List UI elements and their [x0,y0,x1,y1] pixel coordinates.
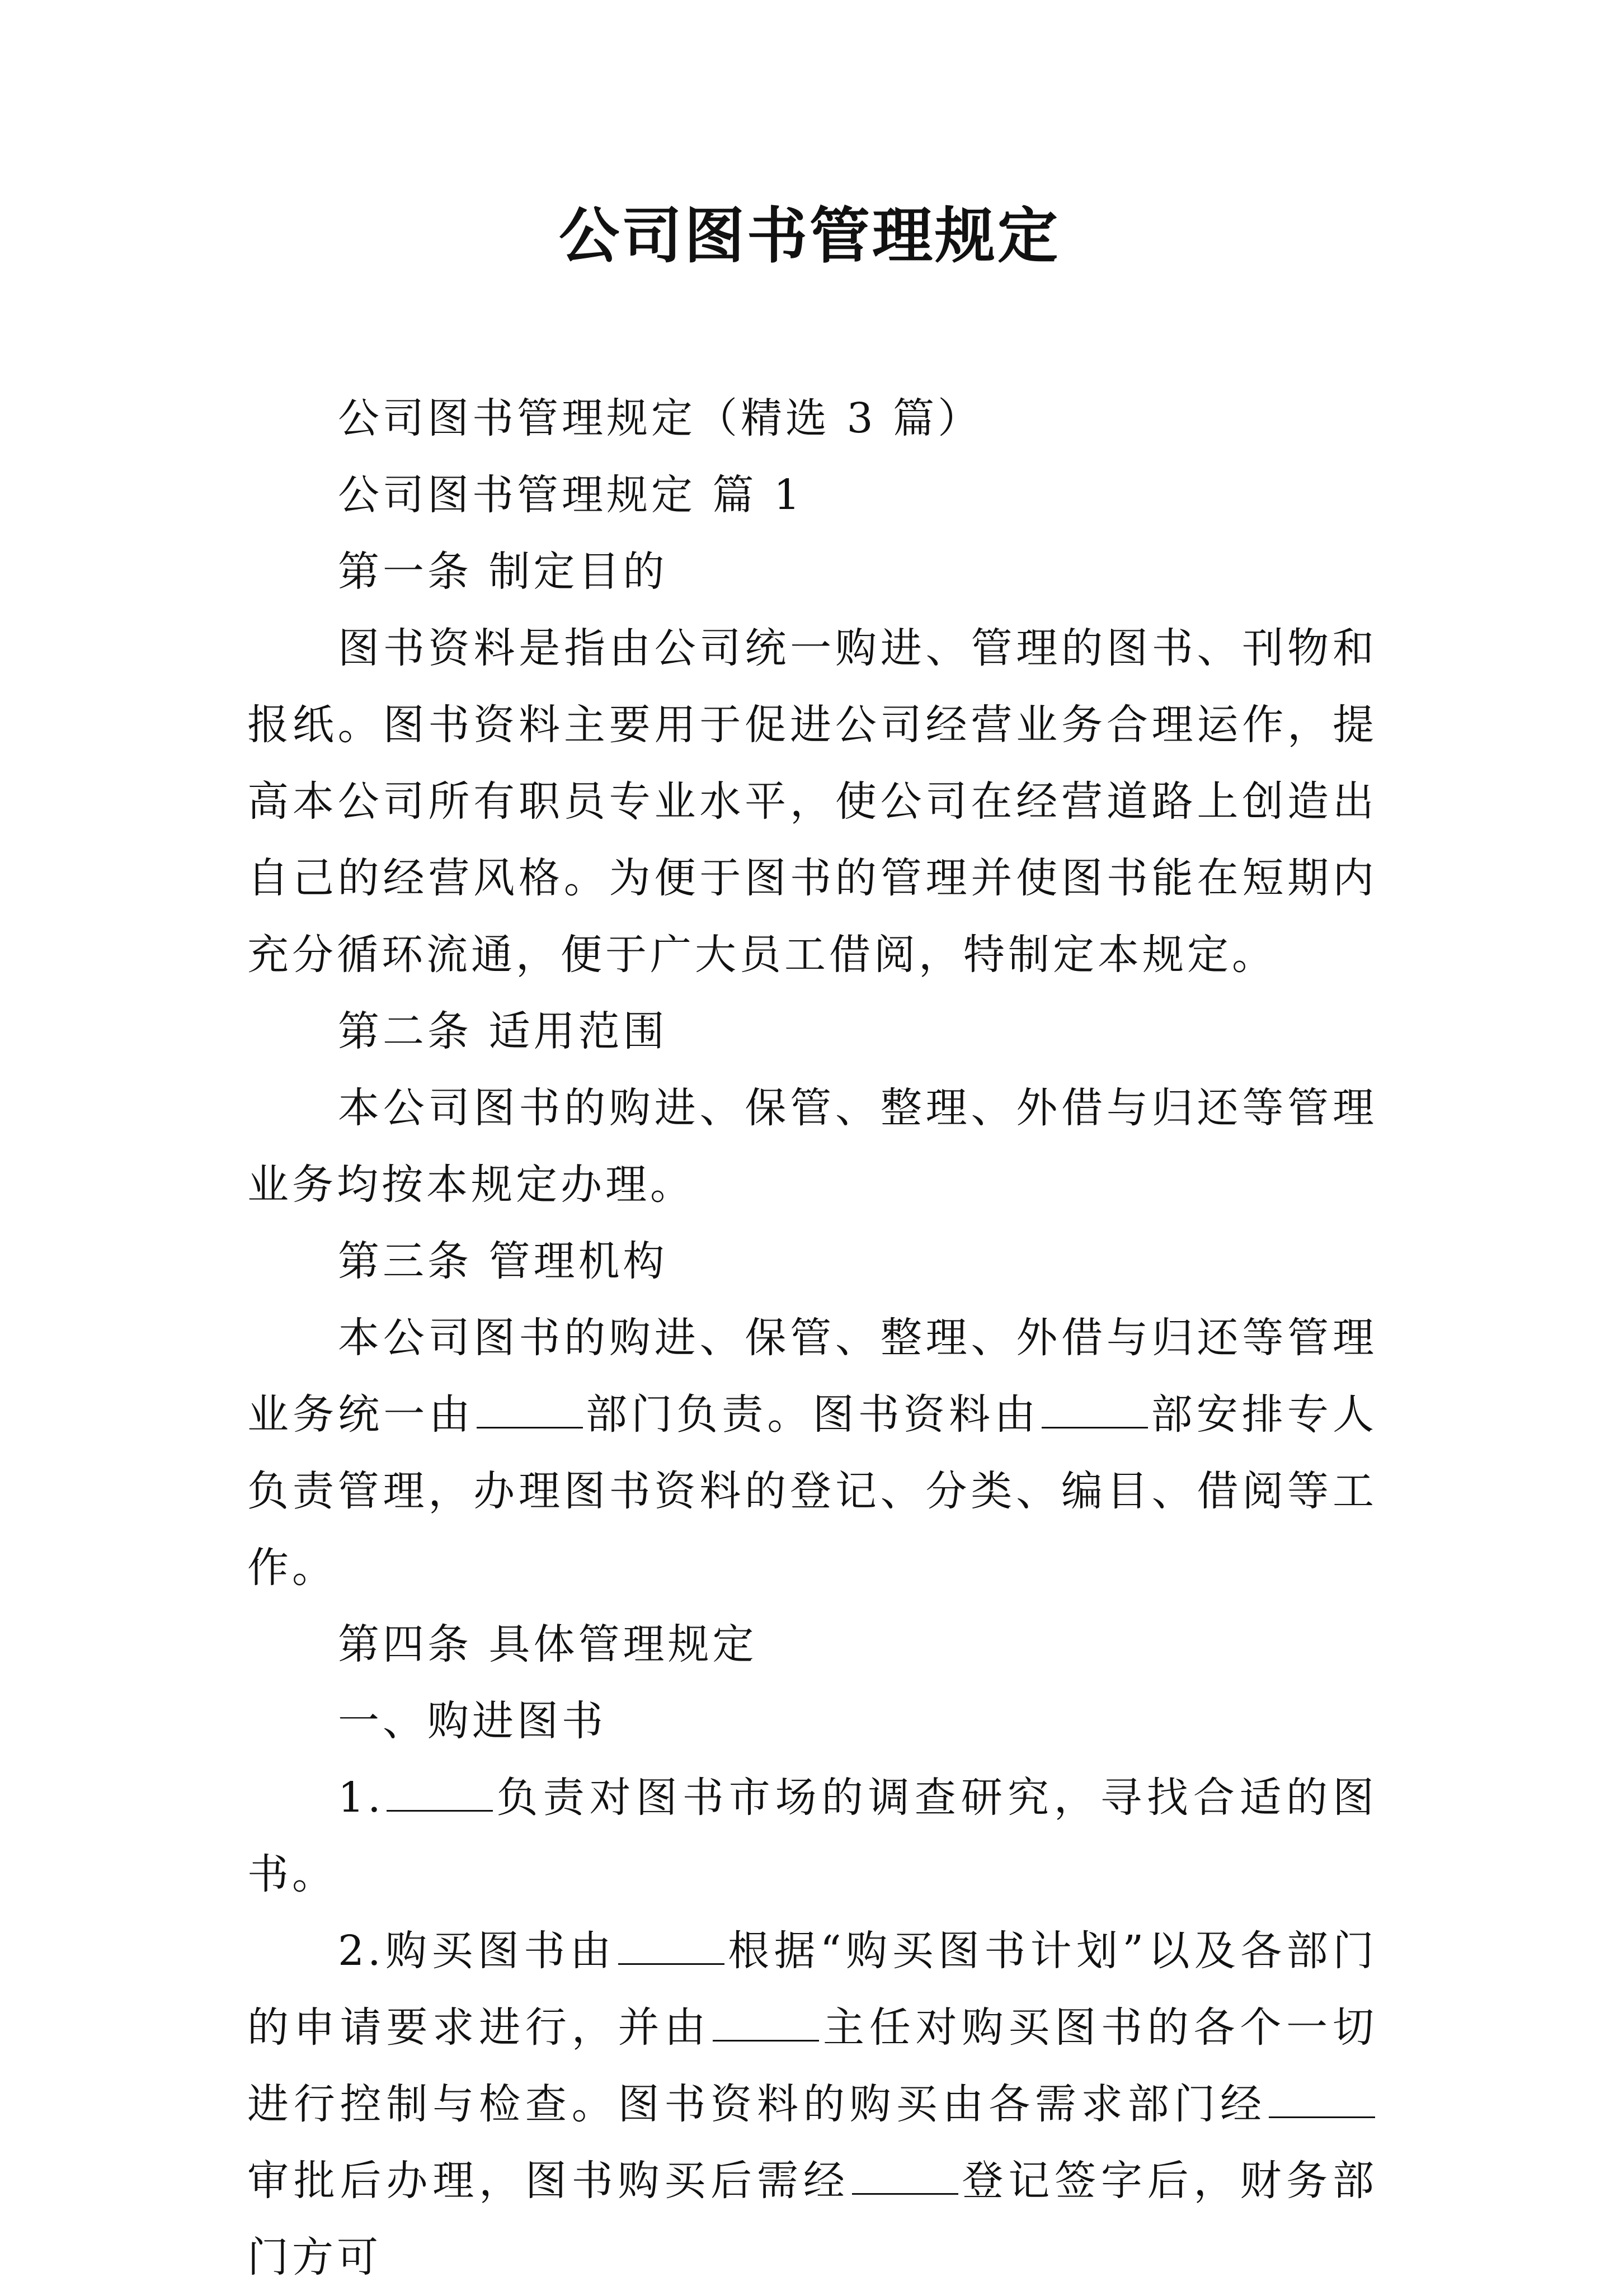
paragraph-section-heading [247,457,1377,534]
document-title: 公司图书管理规定 [558,201,1060,271]
text-segment: 主任对购买图书的各个一切进行控制与检查。图书资料的购买由各需求部门经 [247,2003,1378,2128]
text-segment: 部门负责。图书资料由 [585,1390,1040,1439]
text-segment: 根据“购买图书计划”以及各部门的申请要求进行，并由 [247,1927,1377,2052]
text-segment: 公司图书管理规定（精选 3 篇） [338,394,983,442]
list-item-1 [247,1760,1377,1913]
paragraph-subtitle [247,380,1377,457]
text-segment: 第二条 适用范围 [338,1007,668,1055]
text-segment: 第一条 制定目的 [338,548,668,596]
text-segment: 公司图书管理规定 篇 1 [338,471,804,519]
text-segment: 2.购买图书由 [338,1927,616,1975]
fill-in-blank [387,1809,493,1812]
fill-in-blank [1042,1426,1148,1428]
text-segment: 部安排专人负责管理，办理图书资料的登记、分类、编目、借阅等工作。 [247,1390,1378,1592]
article-1-body [247,610,1377,993]
text-segment: 本公司图书的购进、保管、整理、外借与归还等管理业务统一由 [247,1314,1377,1439]
article-1-heading [247,534,1377,610]
fill-in-blank [852,2193,958,2195]
text-segment: 审批后办理，图书购买后需经 [247,2157,850,2205]
text-segment: 图书资料是指由公司统一购进、管理的图书、刊物和报纸。图书资料主要用于促进公司经营业务合理运作，提高本公司所有职员专业水平，使公司在经营道路上创造出自己的经营风格。为便于图书的管理并使图书能在短期内充分循环流通，便于广大员工借阅，特制定本规定。 [247,624,1377,979]
document-body [247,380,1377,2296]
article-3-heading [247,1223,1377,1300]
subsection-heading [247,1683,1377,1760]
article-4-heading [247,1606,1377,1683]
article-2-body [247,1070,1377,1223]
text-segment: 一、购进图书 [338,1697,606,1745]
text-segment: 负责对图书市场的调查研究，寻找合适的图书。 [247,1774,1377,1898]
list-item-2 [247,1913,1377,2296]
text-segment: 1. [338,1774,384,1822]
fill-in-blank [713,2039,819,2042]
text-segment: 第三条 管理机构 [338,1237,668,1285]
article-3-body [247,1300,1377,1606]
fill-in-blank [618,1963,724,1965]
text-segment: 本公司图书的购进、保管、整理、外借与归还等管理业务均按本规定办理。 [247,1084,1377,1209]
text-segment: 第四条 具体管理规定 [338,1620,757,1668]
fill-in-blank [1269,2116,1375,2118]
article-2-heading [247,993,1377,1070]
text-segment: 登记签字后，财务部门方可 [247,2157,1378,2281]
fill-in-blank [477,1426,583,1428]
